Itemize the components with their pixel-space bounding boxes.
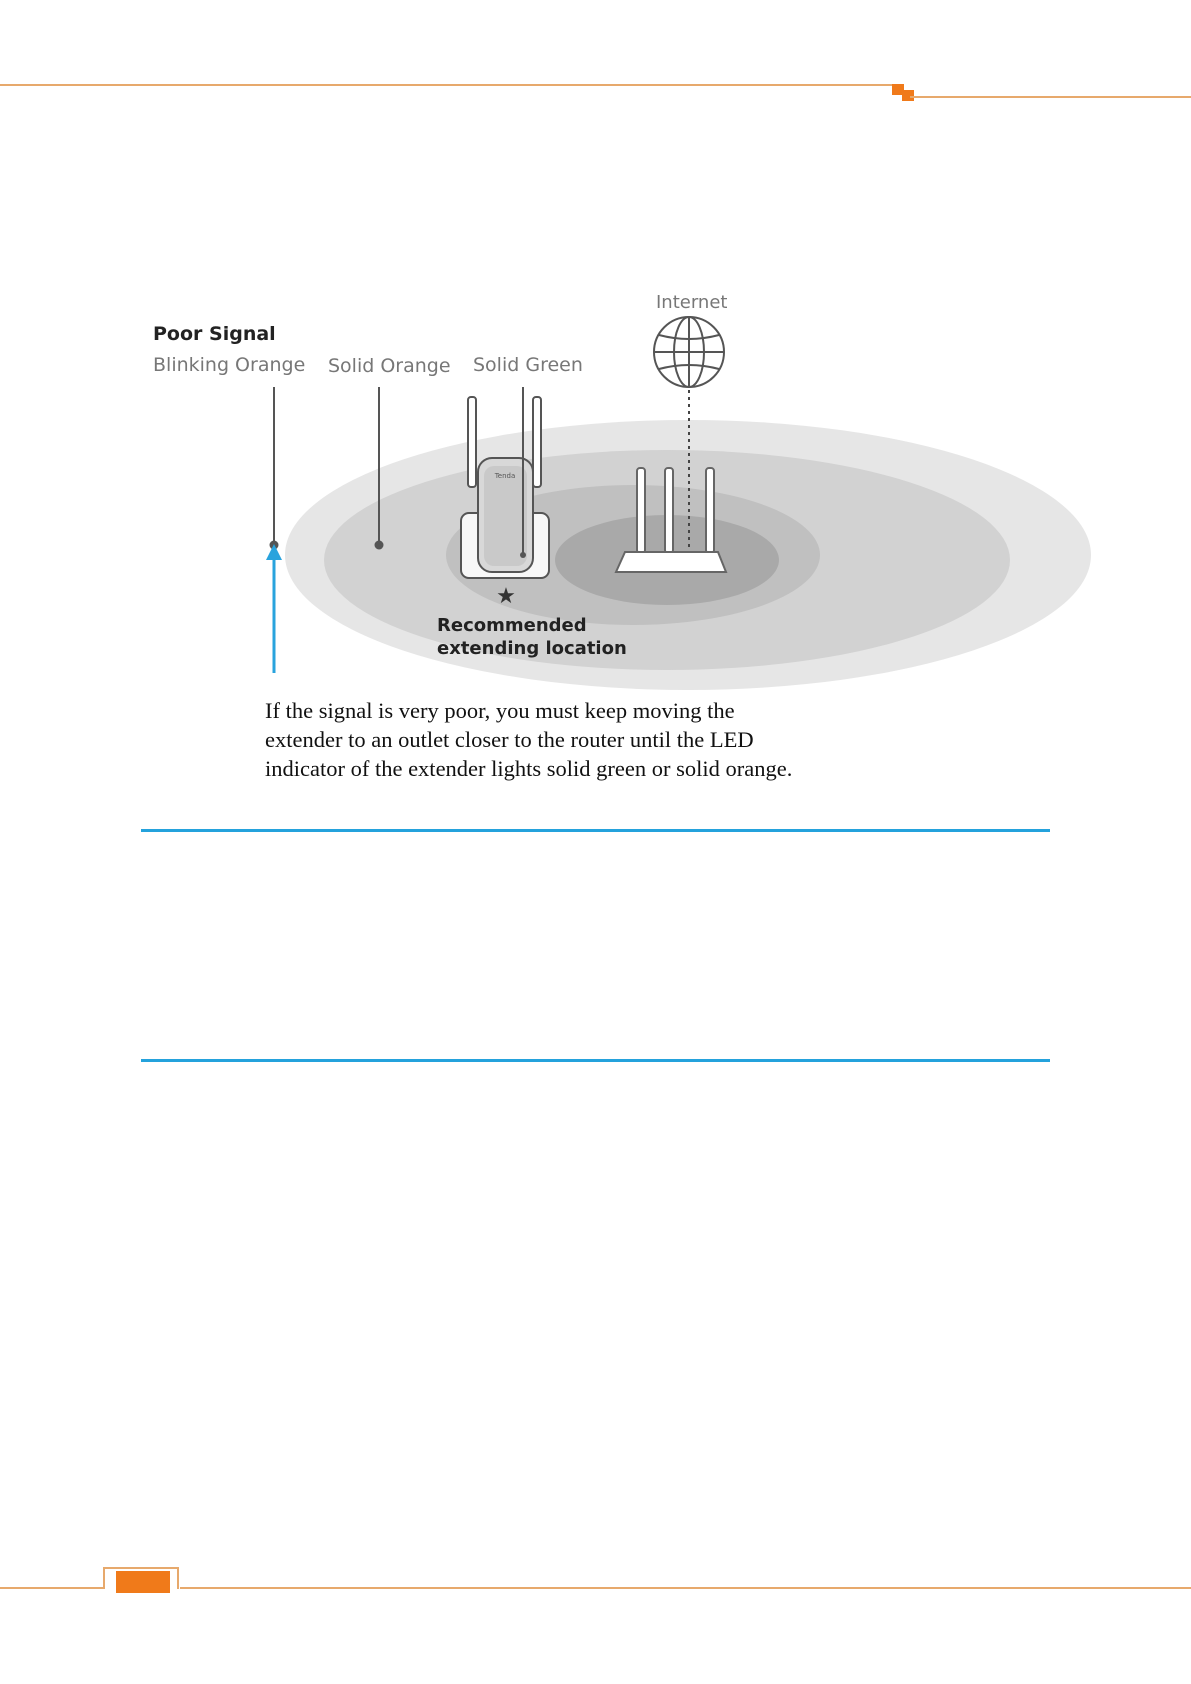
figure-caption: [265, 696, 825, 783]
extender-icon: [461, 397, 549, 578]
recommended-star-icon: ★: [496, 584, 516, 609]
extender-brand-label: Tenda: [494, 472, 516, 480]
blinking-orange-label: Blinking Orange: [153, 354, 306, 376]
caption-line: indicator of the extender lights solid green or solid orange.: [265, 756, 793, 781]
footer-rule-right: [180, 1587, 1191, 1589]
caption-line: If the signal is very poor, you must keep moving the: [265, 698, 735, 723]
footer-rule-left: [0, 1587, 104, 1589]
recommended-location-label-line1: Recommended: [437, 615, 587, 636]
solid-green-dot: [520, 552, 526, 558]
move-closer-arrow-head: [266, 544, 282, 560]
solid-orange-label: Solid Orange: [328, 355, 451, 377]
globe-icon: [654, 317, 724, 387]
signal-coverage-diagram: [0, 0, 1191, 800]
solid-orange-dot: [375, 541, 384, 550]
internet-label: Internet: [656, 292, 728, 313]
recommended-location-label-line2: extending location: [437, 638, 627, 659]
section-divider-bottom: [141, 1059, 1050, 1062]
caption-line: extender to an outlet closer to the router until the LED: [265, 727, 754, 752]
page-number-badge: [116, 1571, 170, 1593]
poor-signal-label: Poor Signal: [153, 323, 276, 345]
solid-green-label: Solid Green: [473, 354, 583, 376]
section-divider-top: [141, 829, 1050, 832]
